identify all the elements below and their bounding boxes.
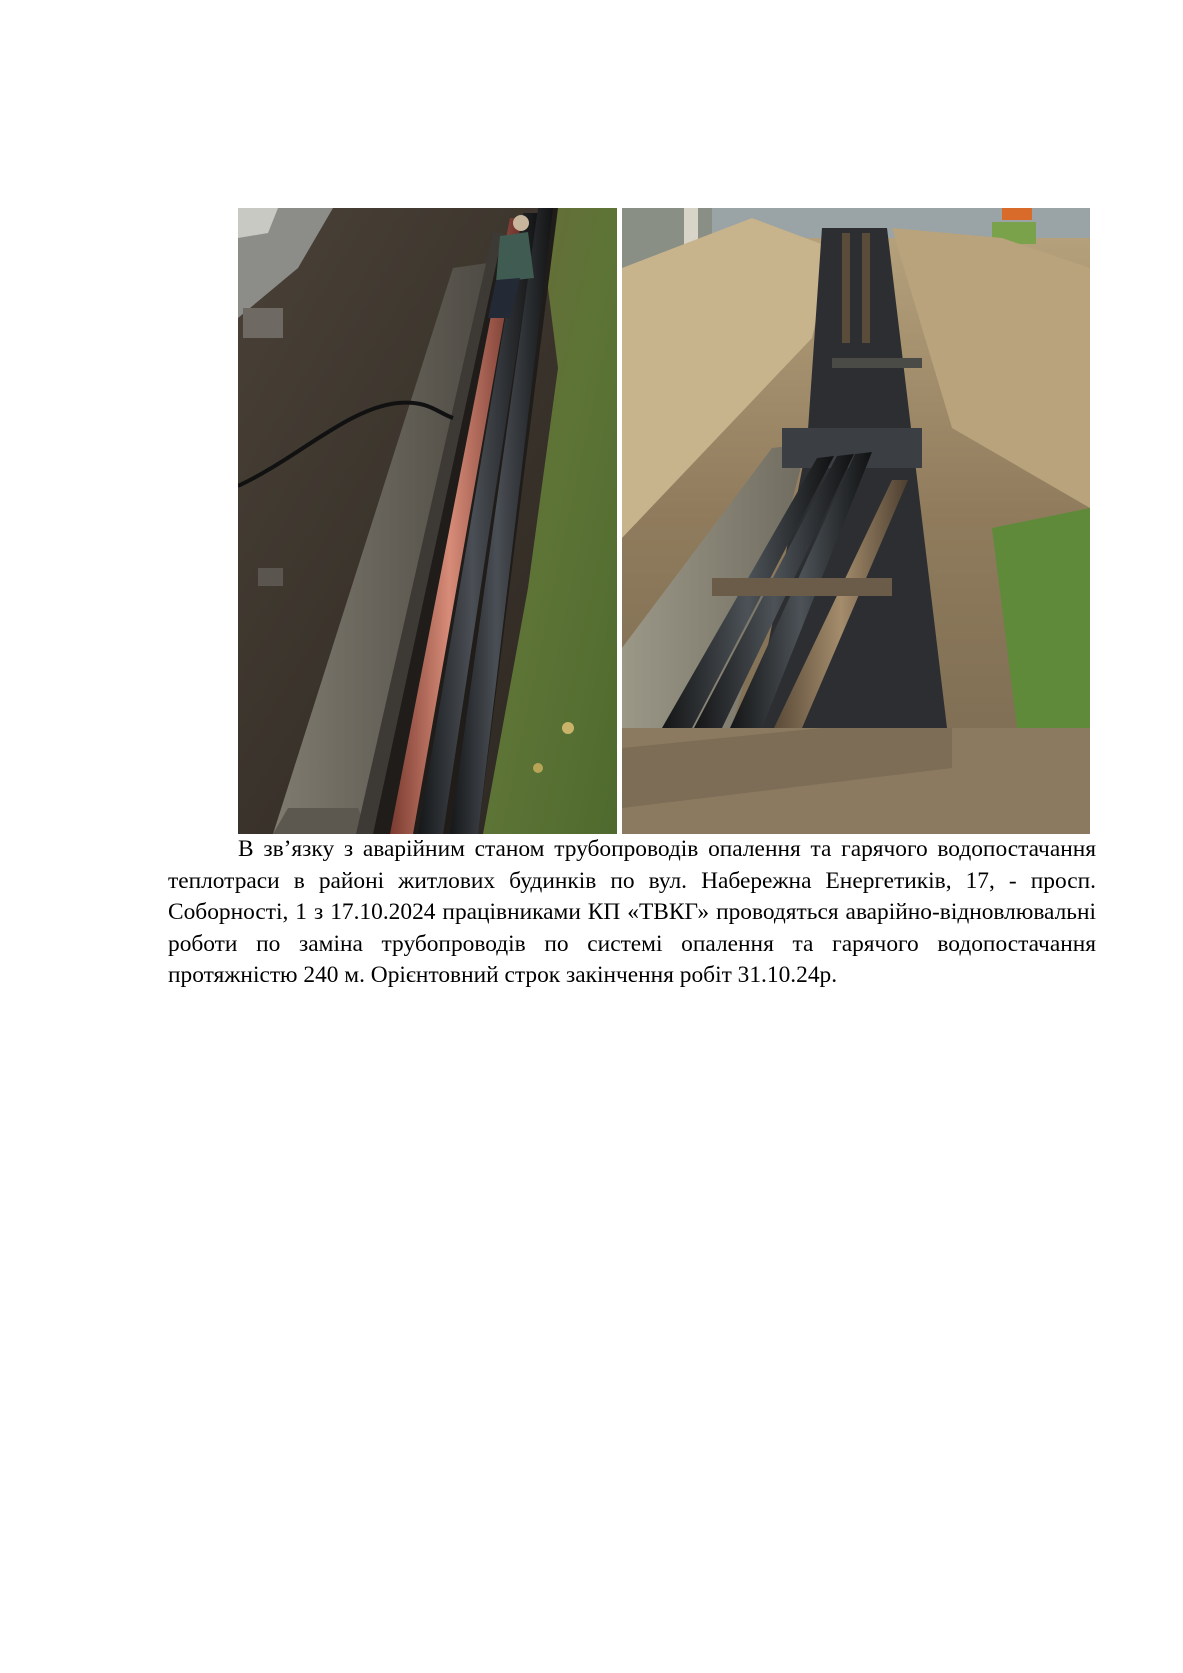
trench-with-pipes-photo: [238, 208, 617, 834]
right-photo: [622, 208, 1090, 834]
body-paragraph: В зв’язку з аварійним станом трубопроводів опалення та гарячого водопостачання теплотраси в районі житлових будинків по вул. Набережна Енергетиків, 17, - просп. Соборності, 1 з 17.10.2024 працівниками КП «ТВКГ» проводяться аварійно-відновлювальні роботи по заміна трубопроводів по системі опалення та гарячого водопостачання протяжністю 240 м. Орієнтовний строк закінчення робіт 31.10.24р.: [168, 836, 1096, 989]
left-photo: [238, 208, 617, 834]
open-trench-photo: [622, 208, 1090, 834]
